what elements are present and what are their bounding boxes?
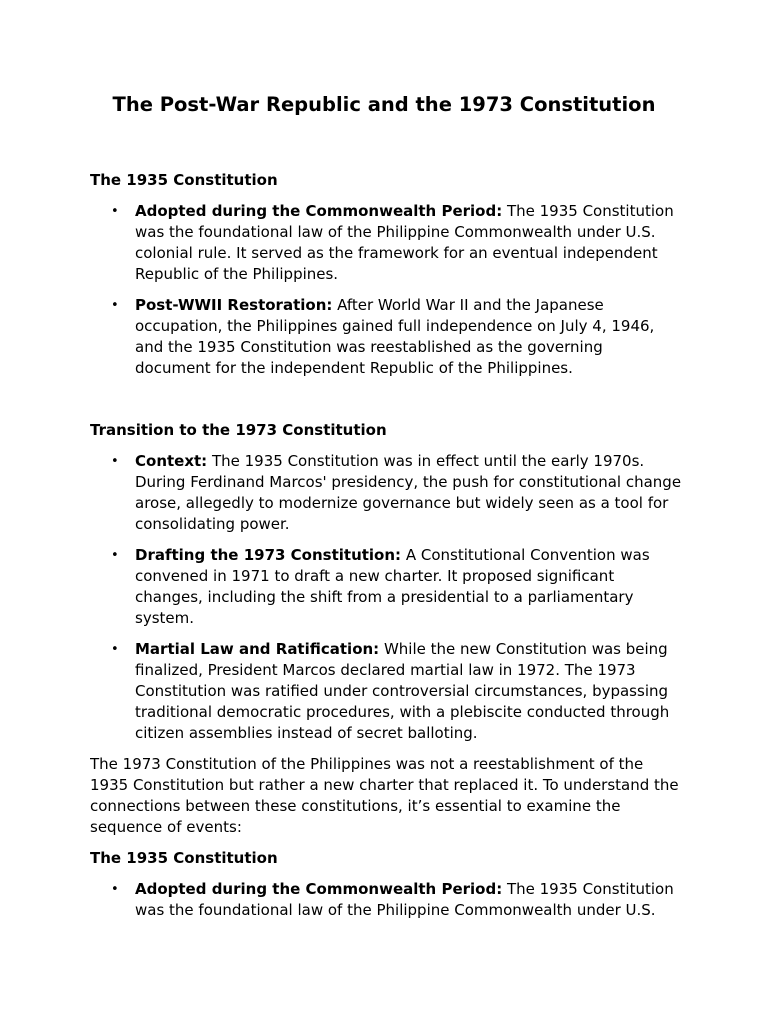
bullet-icon: • xyxy=(111,548,119,563)
bullet-lead: Drafting the 1973 Constitution: xyxy=(135,546,402,564)
list-item xyxy=(90,639,682,744)
list-item xyxy=(90,545,682,629)
document-page xyxy=(90,0,682,1024)
list-item xyxy=(90,295,682,379)
document-title: The Post-War Republic and the 1973 Constitution xyxy=(112,93,656,116)
section-heading-1935: The 1935 Constitution xyxy=(90,171,278,189)
bullet-icon: • xyxy=(111,298,119,313)
section-heading-1935-repeat: The 1935 Constitution xyxy=(90,849,278,867)
list-item xyxy=(90,201,682,285)
bullet-icon: • xyxy=(111,642,119,657)
bullet-icon: • xyxy=(111,204,119,219)
bullet-icon: • xyxy=(111,882,119,897)
bullet-lead: Context: xyxy=(135,452,208,470)
bullet-text: While the new Constitution was being finalized, President Marcos declared martial law in 1972. The 1973 Constitution was ratified under controversial circumstances, bypassing traditional democratic procedures, with a plebiscite conducted through citizen assemblies instead of secret balloting. xyxy=(135,640,670,742)
bullet-text: The 1935 Constitution was the foundational law of the Philippine Commonwealth under U.S. xyxy=(135,880,674,919)
bullet-list-transition xyxy=(90,451,682,744)
list-item xyxy=(90,451,682,535)
bullet-list-1935 xyxy=(90,201,682,379)
bullet-text: The 1935 Constitution was in effect until the early 1970s. During Ferdinand Marcos' presidency, the push for constitutional change arose, allegedly to modernize governance but widely seen as a tool for consolidating power. xyxy=(135,452,682,533)
bullet-text: The 1935 Constitution was the foundational law of the Philippine Commonwealth under U.S. colonial rule. It served as the framework for an eventual independent Republic of the Philippines. xyxy=(135,202,674,283)
section-heading-transition: Transition to the 1973 Constitution xyxy=(90,421,387,439)
summary-paragraph: The 1973 Constitution of the Philippines was not a reestablishment of the 1935 Constitution but rather a new charter that replaced it. To understand the connections between these constitutions, it’s essential to examine the sequence of events: xyxy=(90,755,679,836)
list-item xyxy=(90,879,682,921)
bullet-lead: Adopted during the Commonwealth Period: xyxy=(135,202,503,220)
bullet-list-1935-repeat xyxy=(90,879,682,921)
bullet-lead: Martial Law and Ratification: xyxy=(135,640,380,658)
bullet-lead: Post-WWII Restoration: xyxy=(135,296,333,314)
bullet-text: A Constitutional Convention was convened in 1971 to draft a new charter. It proposed significant changes, including the shift from a presidential to a parliamentary system. xyxy=(135,546,650,627)
bullet-icon: • xyxy=(111,454,119,469)
bullet-lead: Adopted during the Commonwealth Period: xyxy=(135,880,503,898)
bullet-text: After World War II and the Japanese occupation, the Philippines gained full independence on July 4, 1946, and the 1935 Constitution was reestablished as the governing document for the independent Republic of the Philippines. xyxy=(135,296,655,377)
